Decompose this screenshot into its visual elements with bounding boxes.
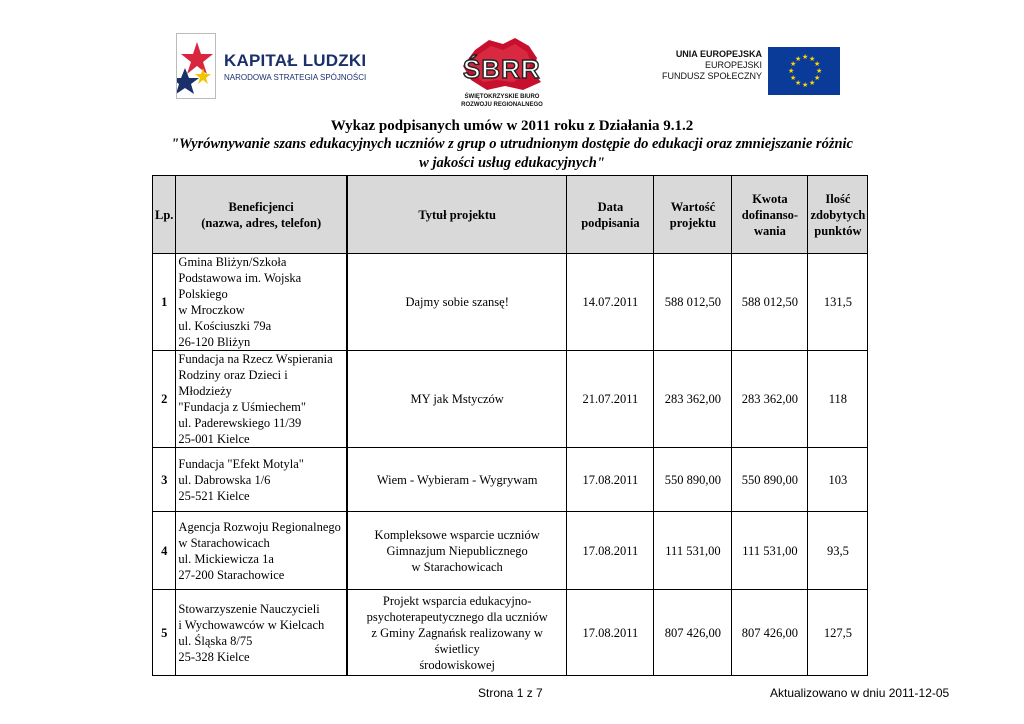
- header-kwota-line1: Kwota: [752, 191, 788, 206]
- header-ilosc: [808, 176, 868, 254]
- document-subtitle-line2: w jakości usług edukacyjnych": [419, 155, 605, 171]
- header-beneficjenci-line2: (nazwa, adres, telefon): [201, 215, 322, 230]
- beneficjent-line: w Mroczkow: [178, 303, 245, 317]
- row-wartosc: 111 531,00: [654, 512, 732, 590]
- beneficjent-line: 26-120 Bliżyn: [178, 335, 251, 349]
- svg-text:★: ★: [795, 79, 802, 87]
- beneficjent-line: Fundacja na Rzecz Wspierania: [178, 352, 333, 366]
- header-wartosc-line2: projektu: [669, 215, 717, 230]
- sbrr-abbr: ŚBRR: [463, 54, 541, 84]
- beneficjent-line: 25-521 Kielce: [178, 488, 250, 503]
- sbrr-logo: [447, 36, 557, 112]
- row-kwota: 111 531,00: [732, 512, 808, 590]
- header-ilosc-line3: punktów: [814, 223, 862, 238]
- beneficjent-line: Stowarzyszenie Nauczycieli: [178, 601, 320, 616]
- header-data: [567, 176, 654, 254]
- svg-text:★: ★: [802, 81, 809, 89]
- svg-text:★: ★: [790, 60, 797, 68]
- row-beneficjent: [176, 254, 347, 351]
- row-beneficjent: [176, 448, 347, 512]
- row-wartosc: 550 890,00: [654, 448, 732, 512]
- row-beneficjent: [176, 512, 347, 590]
- kapital-ludzki-subtitle: NARODOWA STRATEGIA SPÓJNOŚCI: [224, 73, 367, 82]
- header-wartosc-line1: Wartość: [670, 199, 716, 214]
- beneficjent-line: i Wychowawców w Kielcach: [178, 617, 325, 632]
- row-wartosc: 588 012,50: [654, 254, 732, 351]
- header-kwota-line3: wania: [753, 223, 786, 238]
- tytul-line: Gimnazjum Niepublicznego: [386, 543, 528, 558]
- eu-line2: EUROPEJSKI: [704, 60, 762, 70]
- header-beneficjenci: [176, 176, 347, 254]
- beneficjent-line: Polskiego: [178, 287, 228, 301]
- document-subtitle-line1: "Wyrównywanie szans edukacyjnych uczniów z grup o utrudnionym dostępie do edukacji oraz zmniejszanie różnic: [171, 136, 853, 152]
- header-tytul: Tytuł projektu: [347, 176, 567, 254]
- row-tytul: [347, 448, 567, 512]
- row-tytul: [347, 590, 567, 676]
- svg-text:★: ★: [816, 67, 823, 75]
- table-row: [153, 512, 868, 590]
- document-title: Wykaz podpisanych umów w 2011 roku z Działania 9.1.2: [330, 118, 694, 134]
- kapital-ludzki-emblem: [176, 33, 216, 99]
- table-row: [153, 590, 868, 676]
- tytul-line: Wiem - Wybieram - Wygrywam: [376, 472, 538, 487]
- kapital-ludzki-logo: [176, 33, 367, 99]
- svg-text:★: ★: [790, 74, 797, 82]
- beneficjent-line: 25-328 Kielce: [178, 649, 250, 664]
- row-kwota: 550 890,00: [732, 448, 808, 512]
- eu-text: [662, 49, 762, 82]
- row-punkty: 127,5: [808, 590, 868, 676]
- header-kwota-line2: dofinanso-: [741, 207, 799, 222]
- beneficjent-line: 27-200 Starachowice: [178, 567, 285, 582]
- header-data-line1: Data: [597, 199, 624, 214]
- header-wartosc: [654, 176, 732, 254]
- tytul-line: Dajmy sobie szansę!: [405, 295, 509, 309]
- kapital-ludzki-name: KAPITAŁ LUDZKI: [224, 51, 367, 70]
- table-header-row: [153, 176, 868, 254]
- row-tytul: [347, 351, 567, 448]
- eu-flag-icon: [768, 47, 840, 95]
- header-ilosc-line2: zdobytych: [810, 207, 866, 222]
- beneficjent-line: ul. Śląska 8/75: [178, 633, 253, 648]
- eu-logo: [648, 33, 844, 91]
- row-kwota: 807 426,00: [732, 590, 808, 676]
- beneficjent-line: 25-001 Kielce: [178, 432, 250, 446]
- svg-text:★: ★: [802, 53, 809, 61]
- tytul-line: psychoterapeutycznego dla uczniów: [366, 609, 548, 624]
- row-lp: 3: [153, 448, 176, 512]
- row-beneficjent: [176, 590, 347, 676]
- svg-text:★: ★: [814, 60, 821, 68]
- header-kwota: [732, 176, 808, 254]
- row-punkty: 93,5: [808, 512, 868, 590]
- table-row: [153, 448, 868, 512]
- beneficjent-line: ul. Dabrowska 1/6: [178, 472, 271, 487]
- header-lp: Lp.: [153, 176, 176, 254]
- table-row: [153, 351, 868, 448]
- svg-text:★: ★: [795, 55, 802, 63]
- tytul-line: Projekt wsparcia edukacyjno-: [382, 593, 532, 608]
- row-wartosc: 283 362,00: [654, 351, 732, 448]
- beneficjent-line: Gmina Bliżyn/Szkoła: [178, 255, 287, 269]
- eu-line3: FUNDUSZ SPOŁECZNY: [661, 71, 762, 81]
- header-data-line2: podpisania: [581, 215, 640, 230]
- header-ilosc-line1: Ilość: [825, 191, 851, 206]
- svg-text:★: ★: [809, 79, 816, 87]
- row-wartosc: 807 426,00: [654, 590, 732, 676]
- row-lp: 1: [153, 254, 176, 351]
- row-lp: 4: [153, 512, 176, 590]
- page-number: Strona 1 z 7: [478, 686, 543, 700]
- row-data: 21.07.2011: [567, 351, 654, 448]
- tytul-line: Kompleksowe wsparcie uczniów: [374, 527, 540, 542]
- row-data: 17.08.2011: [567, 448, 654, 512]
- update-date: Aktualizowano w dniu 2011-12-05: [770, 686, 950, 700]
- row-kwota: 588 012,50: [732, 254, 808, 351]
- beneficjent-line: Podstawowa im. Wojska: [178, 271, 302, 285]
- row-data: 14.07.2011: [567, 254, 654, 351]
- svg-text:★: ★: [809, 55, 816, 63]
- table-row: [153, 254, 868, 351]
- svg-text:★: ★: [814, 74, 821, 82]
- tytul-line: środowiskowej: [419, 657, 496, 672]
- beneficjent-line: ul. Kościuszki 79a: [178, 319, 272, 333]
- row-tytul: [347, 254, 567, 351]
- row-kwota: 283 362,00: [732, 351, 808, 448]
- row-tytul: [347, 512, 567, 590]
- contracts-table: [152, 175, 868, 676]
- sbrr-subtitle: ŚWIĘTOKRZYSKIE BIURO ROZWOJU REGIONALNEGO: [461, 94, 543, 108]
- tytul-line: MY jak Mstyczów: [410, 392, 504, 406]
- row-punkty: 103: [808, 448, 868, 512]
- svg-text:★: ★: [788, 67, 795, 75]
- beneficjent-line: ul. Mickiewicza 1a: [178, 551, 274, 566]
- row-lp: 2: [153, 351, 176, 448]
- row-beneficjent: [176, 351, 347, 448]
- row-data: 17.08.2011: [567, 512, 654, 590]
- header-beneficjenci-line1: Beneficjenci: [228, 199, 294, 214]
- beneficjent-line: "Fundacja z Uśmiechem": [178, 400, 306, 414]
- eu-line1: UNIA EUROPEJSKA: [675, 49, 762, 59]
- beneficjent-line: ul. Paderewskiego 11/39: [178, 416, 302, 430]
- beneficjent-line: Fundacja "Efekt Motyla": [178, 456, 304, 471]
- beneficjent-line: Agencja Rozwoju Regionalnego: [178, 519, 341, 534]
- row-punkty: 118: [808, 351, 868, 448]
- row-punkty: 131,5: [808, 254, 868, 351]
- beneficjent-line: Rodziny oraz Dzieci i Młodzieży: [178, 368, 288, 398]
- tytul-line: w Starachowicach: [411, 559, 503, 574]
- beneficjent-line: w Starachowicach: [178, 535, 270, 550]
- row-lp: 5: [153, 590, 176, 676]
- row-data: 17.08.2011: [567, 590, 654, 676]
- tytul-line: z Gminy Zagnańsk realizowany w świetlicy: [371, 625, 543, 656]
